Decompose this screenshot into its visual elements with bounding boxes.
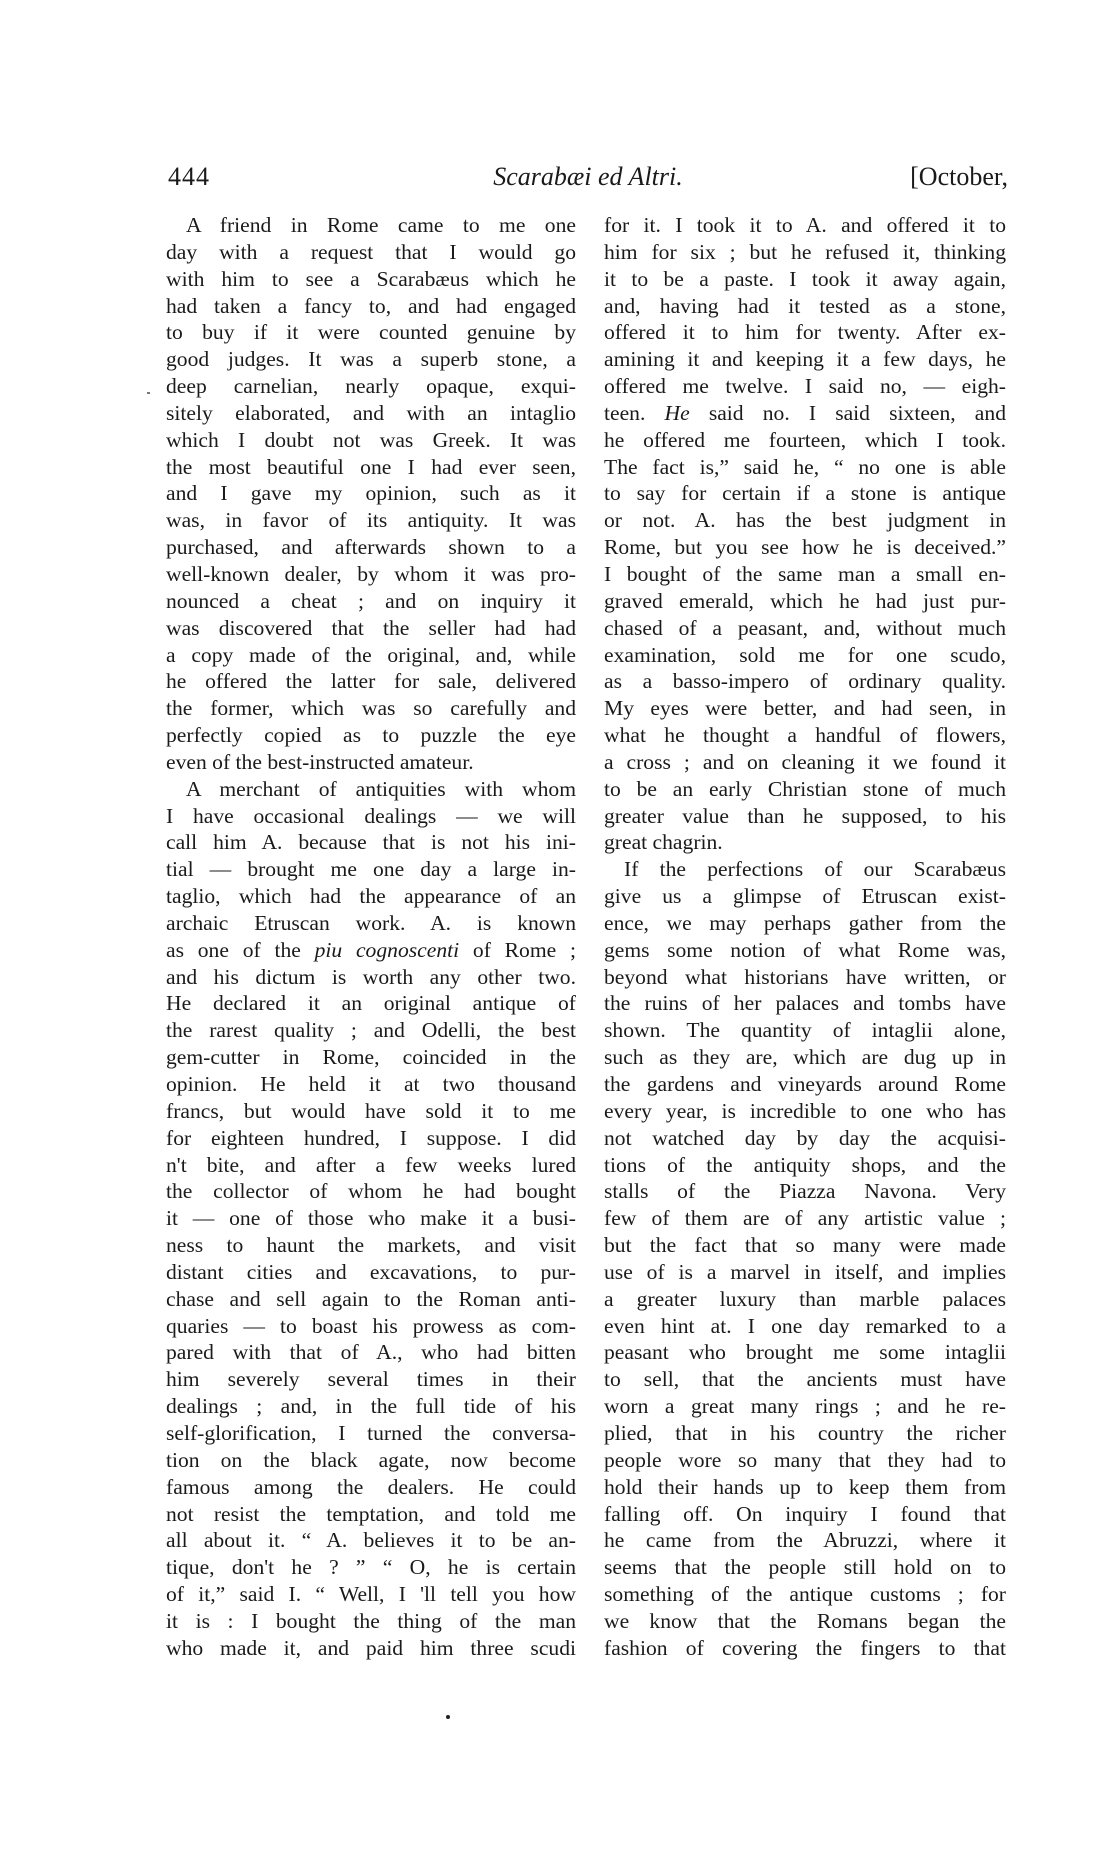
text-line: tions of the antiquity shops, and the [604, 1152, 1006, 1177]
page-number: 444 [168, 162, 210, 191]
text-line: was discovered that the seller had had [166, 615, 576, 640]
text-line: was, in favor of its antiquity. It was [166, 508, 576, 533]
text-line: the rarest quality ; and Odelli, the best [166, 1018, 576, 1043]
text-line: or not. A. has the best judgment in [604, 508, 1006, 533]
text-line: famous among the dealers. He could [166, 1474, 576, 1499]
text-line: stalls of the Piazza Navona. Very [604, 1179, 1006, 1204]
text-line: and I gave my opinion, such as it [166, 481, 576, 506]
right-column [604, 212, 1006, 1662]
text-line: the most beautiful one I had ever seen, [166, 454, 576, 479]
left-column [166, 212, 576, 1662]
text-line: give us a glimpse of Etruscan exist- [604, 884, 1006, 909]
text-line: ness to haunt the markets, and visit [166, 1233, 576, 1258]
text-line: to say for certain if a stone is antique [604, 481, 1006, 506]
running-month: [October, [910, 162, 1008, 191]
text-line: to sell, that the ancients must have [604, 1367, 1006, 1392]
text-fragment: as one of the [166, 937, 315, 962]
text-line: pared with that of A., who had bitten [166, 1340, 576, 1365]
italic-phrase: piu cognoscenti [314, 937, 460, 962]
text-line: a greater luxury than marble palaces [604, 1286, 1006, 1311]
text-line: distant cities and excavations, to pur- [166, 1259, 576, 1284]
text-line: plied, that in his country the richer [604, 1420, 1006, 1445]
text-line: with him to see a Scarabæus which he [166, 266, 576, 291]
text-line: dealings ; and, in the full tide of his [166, 1394, 576, 1419]
text-line: every year, is incredible to one who has [604, 1098, 1006, 1123]
running-head [168, 160, 1008, 194]
text-line: tion on the black agate, now become [166, 1447, 576, 1472]
text-line: what he thought a handful of flowers, [604, 723, 1006, 748]
text-line: I have occasional dealings — we will [166, 803, 576, 828]
text-line: The fact is,” said he, “ no one is able [604, 454, 1006, 479]
text-line: offered me twelve. I said no, — eigh- [604, 374, 1006, 399]
text-fragment: of Rome ; [459, 937, 576, 962]
text-line: him for six ; but he refused it, thinking [604, 239, 1006, 264]
text-line: call him A. because that is not his ini- [166, 830, 576, 855]
text-line: self-glorification, I turned the conversa- [166, 1420, 576, 1445]
text-line: fashion of covering the fingers to that [604, 1635, 1006, 1660]
text-line: A friend in Rome came to me one [186, 213, 576, 237]
text-line: it is : I bought the thing of the man [166, 1608, 576, 1633]
text-line: for eighteen hundred, I suppose. I did [166, 1125, 576, 1150]
text-line: such as they are, which are dug up in [604, 1045, 1006, 1070]
text-line-with-italic [166, 937, 576, 964]
text-line: and, having had it tested as a stone, [604, 293, 1006, 318]
text-fragment: teen. [604, 400, 665, 425]
text-line: Rome, but you see how he is deceived.” [604, 535, 1006, 560]
text-line: the ruins of her palaces and tombs have [604, 991, 1006, 1016]
text-line: ence, we may perhaps gather from the [604, 910, 1006, 935]
text-line: use of is a marvel in itself, and implies [604, 1259, 1006, 1284]
text-line: even of the best-instructed amateur. [166, 749, 474, 774]
text-line: not resist the temptation, and told me [166, 1501, 576, 1526]
text-line: If the perfections of our Scarabæus [624, 857, 1006, 882]
text-line: he came from the Abruzzi, where it [604, 1528, 1006, 1553]
text-line: it to be a paste. I took it away again, [604, 266, 1006, 291]
text-line: nounced a cheat ; and on inquiry it [166, 588, 576, 613]
text-line: gem-cutter in Rome, coincided in the [166, 1045, 576, 1070]
text-line: it — one of those who make it a busi- [166, 1206, 576, 1231]
text-line: greater value than he supposed, to his [604, 803, 1006, 828]
text-line: purchased, and afterwards shown to a [166, 535, 576, 560]
text-line: the collector of whom he had bought [166, 1179, 576, 1204]
text-line: n't bite, and after a few weeks lured [166, 1152, 576, 1177]
text-line: tial — brought me one day a large in- [166, 857, 576, 882]
text-line: the former, which was so carefully and [166, 696, 576, 721]
text-line: a copy made of the original, and, while [166, 642, 576, 667]
text-line: chased of a peasant, and, without much [604, 615, 1006, 640]
text-line: well-known dealer, by whom it was pro- [166, 561, 576, 586]
text-line: day with a request that I would go [166, 239, 576, 264]
text-line: opinion. He held it at two thousand [166, 1072, 576, 1096]
text-line: people wore so many that they had to [604, 1447, 1006, 1472]
margin-mark [147, 392, 150, 394]
text-line: examination, sold me for one scudo, [604, 642, 1006, 667]
text-line: to be an early Christian stone of much [604, 776, 1006, 801]
running-title: Scarabæi ed Altri. [493, 162, 683, 191]
text-line: francs, but would have sold it to me [166, 1098, 576, 1123]
text-line: amining it and keeping it a few days, he [604, 347, 1006, 372]
text-line: we know that the Romans began the [604, 1608, 1006, 1633]
text-fragment: said no. I said sixteen, and [689, 400, 1006, 425]
text-line: shown. The quantity of intaglii alone, [604, 1018, 1006, 1043]
text-line: I bought of the same man a small en- [604, 561, 1006, 586]
text-line: something of the antique customs ; for [604, 1582, 1006, 1607]
text-line: He declared it an original antique of [166, 991, 576, 1016]
text-line: A merchant of antiquities with whom [186, 776, 576, 801]
text-line: chase and sell again to the Roman anti- [166, 1286, 576, 1311]
text-line: to buy if it were counted genuine by [166, 320, 576, 345]
text-line: had taken a fancy to, and had engaged [166, 293, 576, 318]
text-line: and his dictum is worth any other two. [166, 964, 576, 989]
text-line: hold their hands up to keep them from [604, 1474, 1006, 1499]
text-line: tique, don't he ? ” “ O, he is certain [166, 1555, 576, 1580]
text-line: him severely several times in their [166, 1367, 576, 1392]
text-line: for it. I took it to A. and offered it to [604, 213, 1006, 237]
text-line: who made it, and paid him three scudi [166, 1635, 576, 1660]
text-line: all about it. “ A. believes it to be an- [166, 1528, 576, 1553]
text-line-with-italic [604, 400, 1006, 427]
italic-word: He [664, 400, 690, 425]
text-line: archaic Etruscan work. A. is known [166, 910, 576, 935]
ink-speck [446, 1715, 450, 1719]
text-line: great chagrin. [604, 830, 723, 855]
text-line: the gardens and vineyards around Rome [604, 1072, 1006, 1096]
text-line: graved emerald, which he had just pur- [604, 588, 1006, 613]
text-line: not watched day by day the acquisi- [604, 1125, 1006, 1150]
text-line: which I doubt not was Greek. It was [166, 427, 576, 452]
text-line: offered it to him for twenty. After ex- [604, 320, 1006, 345]
text-line: My eyes were better, and had seen, in [604, 696, 1006, 721]
text-line: a cross ; and on cleaning it we found it [604, 749, 1006, 774]
text-line: he offered me fourteen, which I took. [604, 427, 1006, 452]
text-line: beyond what historians have written, or [604, 964, 1006, 989]
text-line: falling off. On inquiry I found that [604, 1501, 1006, 1526]
text-line: even hint at. I one day remarked to a [604, 1313, 1006, 1338]
text-line: perfectly copied as to puzzle the eye [166, 723, 576, 748]
text-line: good judges. It was a superb stone, a [166, 347, 576, 372]
text-line: few of them are of any artistic value ; [604, 1206, 1006, 1231]
text-line: gems some notion of what Rome was, [604, 937, 1006, 962]
text-line: of it,” said I. “ Well, I 'll tell you how [166, 1582, 576, 1607]
text-line: sitely elaborated, and with an intaglio [166, 400, 576, 425]
text-line: seems that the people still hold on to [604, 1555, 1006, 1580]
text-line: as a basso-impero of ordinary quality. [604, 669, 1006, 694]
text-line: deep carnelian, nearly opaque, exqui- [166, 374, 576, 399]
text-line: peasant who brought me some intaglii [604, 1340, 1006, 1365]
text-line: but the fact that so many were made [604, 1233, 1006, 1258]
text-line: worn a great many rings ; and he re- [604, 1394, 1006, 1419]
text-line: he offered the latter for sale, delivered [166, 669, 576, 694]
text-line: taglio, which had the appearance of an [166, 884, 576, 909]
text-line: quaries — to boast his prowess as com- [166, 1313, 576, 1338]
